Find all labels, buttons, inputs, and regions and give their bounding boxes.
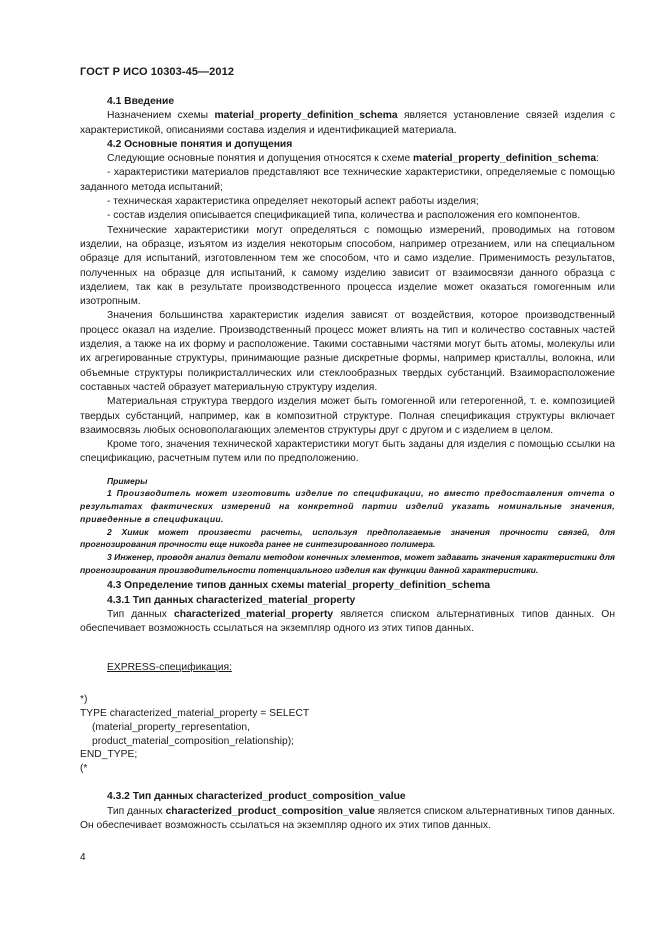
examples-title: Примеры [107,475,148,486]
example-1: 1 Производитель может изготовить изделие по спецификации, но вместо предоставления отчета о результатах фактических измерений на конкретной партии изделий указать номинальные значения, приведенные в спецификации. [80,488,615,524]
section-4-3-1-title: 4.3.1 Тип данных characterized_material_property [107,594,356,606]
express-spec-label: EXPRESS-спецификация: [107,661,232,673]
paragraph: Значения большинства характеристик изделия зависят от воздействия, которое производственный процесс оказал на изделие. Производственный процесс может влиять на тип и количество составных частей изделия, а также на их форму и расположение. Такими составными частями могут быть атомы, молекулы или их агрегированные структуры, принимающие разные дискретные формы, например кристаллы, волокна, или объемные структуры поликристаллических или стеклообразных твердых субстанций. Взаиморасположение составных частей образует материальную структуру изделия. [80,310,615,393]
example-2: 2 Химик может произвести расчеты, используя предполагаемые значения прочности связей, для прогнозирования прочности еще никогда ранее не синтезированного полимера. [80,526,615,550]
type-name: characterized_product_composition_value [165,805,376,817]
section-4-1-paragraph [80,109,615,138]
paragraph: Материальная структура твердого изделия может быть гомогенной или гетерогенной, т. е. композицией твердых субстанций, например, как в композитной структуре. Полная спецификация структуры включает взаимосвязь любых основополагающих элементов структуры друг с другом и с изделием в целом. [80,396,615,436]
text-span: является списком альтернативных типов данных. Он обеспечивает возможность ссылаться на экземпляр одного из этих типов данных. [80,608,616,635]
text-span: Назначением схемы [107,110,215,122]
section-4-3-2-paragraph [80,805,615,834]
text-span: Тип данных [107,805,166,817]
list-item: - техническая характеристика определяет некоторый аспект работы изделия; [107,196,479,208]
express-code-block [80,693,615,776]
document-body [80,95,615,833]
section-4-2-intro [80,152,615,166]
section-4-1-title: 4.1 Введение [107,96,175,107]
paragraph: Технические характеристики могут определяться с помощью измерений, проводимых на готовом изделии, на образце, изъятом из изделия некоторым способом, например отрезанием, или на специальном образце для испытаний, изготовленном тем же способом, что и само изделие. Применимость результатов, полученных на образце для испытаний, к самому изделию зависит от взаимосвязи данного образца с изделием, так как в результате производственного процесса изделие может оказаться гомогенным или изотропным. [80,224,615,308]
example-3: 3 Инженер, проводя анализ детали методом конечных элементов, может задавать значения характеристики для прогнозирования производительности потенциального изделия как функции данной характеристики. [80,551,615,575]
code-line: (* [80,763,88,775]
code-line: *) [80,693,88,705]
page-number: 4 [80,852,86,863]
code-line: END_TYPE; [80,749,138,761]
type-name: characterized_material_property [174,608,334,620]
code-line: (material_property_representation, [92,721,250,733]
section-4-2-title: 4.2 Основные понятия и допущения [107,138,293,150]
section-4-3-2-title: 4.3.2 Тип данных characterized_product_composition_value [107,791,406,803]
schema-name: material_property_definition_schema [413,153,597,165]
section-4-3-1-paragraph [80,608,615,637]
list-item: - состав изделия описывается спецификацией типа, количества и расположения его компонентов. [107,210,581,222]
document-header: ГОСТ Р ИСО 10303-45—2012 [80,66,235,78]
code-line: product_material_composition_relationship); [92,735,295,747]
code-line: TYPE characterized_material_property = SELECT [80,707,310,719]
text-span: Тип данных [107,608,175,620]
list-item: - характеристики материалов представляют все технические характеристики, определяемые с помощью заданного метода испытаний; [80,167,615,193]
text-span: Следующие основные понятия и допущения относятся к схеме [107,153,414,165]
text-span: является установление связей изделия с характеристикой, описаниями состава изделия и идентификацией материала. [80,110,615,136]
schema-name: material_property_definition_schema [214,110,398,122]
text-span: : [596,153,600,165]
text-span: является списком альтернативных типов данных. Он обеспечивает возможность ссылаться на экземпляр одного их этих типов данных. [80,805,615,831]
section-4-3-title: 4.3 Определение типов данных схемы material_property_definition_schema [107,580,491,592]
paragraph: Кроме того, значения технической характеристики могут быть заданы для изделия с помощью ссылки на спецификацию, расчетным путем или по предположению. [80,439,615,465]
